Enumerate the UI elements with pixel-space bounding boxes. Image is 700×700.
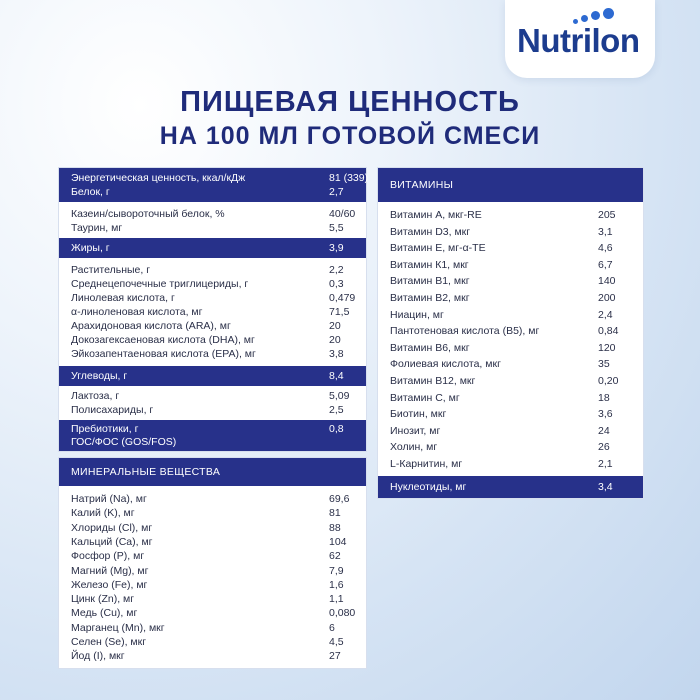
nutrition-table: Энергетическая ценность, ккал/кДж 81 (339) Белок, г 2,7 Казеин/сывороточный белок, % 40/60 Таурин, мг 5,5 Жиры, г 3,9 Растительные, г 2,2 Среднецепочечные триглицериды, г 0,3 Линолевая кислота, г 0,479 α-линоленовая кислота, мг 71,5 Арахидоновая кислота (ARA), мг 20 Докозагексаеновая кислота (DHA), мг 20 Эйкозапентаеновая кислота (EPA), мг 3,8 Углеводы, г 8,4 Лактоза, г 5,09 Полисахариды, г 2,5 Пребиотики, г 0,8 ГОС/ФОС (GOS/FOS) bbox=[58, 167, 367, 452]
nucleotides-band: Нуклеотиды, мг 3,4 bbox=[378, 476, 643, 498]
vitamins-table: ВИТАМИНЫ Витамин А, мкг-RE 205 Витамин D3, мкг 3,1 Витамин Е, мг-α-ТЕ 4,6 Витамин К1, мкг 6,7 Витамин В1, мкг 140 Витамин В2, мкг 200 Ниацин, мг 2,4 Пантотеновая кислота (B5), мг 0,84 Витамин В6, мкг 120 Фолиевая кислота, мкг 35 Витамин В12, мкг 0,20 Витамин С, мг 18 Биотин, мкг 3,6 Инозит, мг 24 Холин, мг 26 L-Карнитин, мг 2,1 Нуклеотиды, мг 3,4 bbox=[377, 167, 644, 499]
vitamins-header: ВИТАМИНЫ bbox=[378, 168, 643, 202]
brand-logo: Nutrilon bbox=[517, 22, 640, 59]
minerals-table: МИНЕРАЛЬНЫЕ ВЕЩЕСТВА Натрий (Na), мг 69,6 Калий (K), мг 81 Хлориды (Cl), мг 88 Кальций (Ca), мг 104 Фосфор (P), мг 62 Магний (Mg), мг 7,9 Железо (Fe), мг 1,6 Цинк (Zn), мг 1,1 Медь (Cu), мг 0,080 Марганец (Mn), мкг 6 Селен (Se), мкг 4,5 Йод (I), мкг 27 bbox=[58, 457, 367, 669]
page-subtitle: НА 100 МЛ ГОТОВОЙ СМЕСИ bbox=[159, 122, 541, 150]
brand-logo-card bbox=[505, 0, 655, 78]
prebiotics-band: Пребиотики, г 0,8 ГОС/ФОС (GOS/FOS) bbox=[59, 420, 366, 451]
page-title: ПИЩЕВАЯ ЦЕННОСТЬ bbox=[180, 86, 520, 118]
fat-band: Жиры, г 3,9 bbox=[59, 238, 366, 258]
energy-band: Энергетическая ценность, ккал/кДж 81 (339) Белок, г 2,7 bbox=[59, 168, 366, 202]
minerals-header: МИНЕРАЛЬНЫЕ ВЕЩЕСТВА bbox=[59, 458, 366, 486]
carbs-band: Углеводы, г 8,4 bbox=[59, 366, 366, 386]
